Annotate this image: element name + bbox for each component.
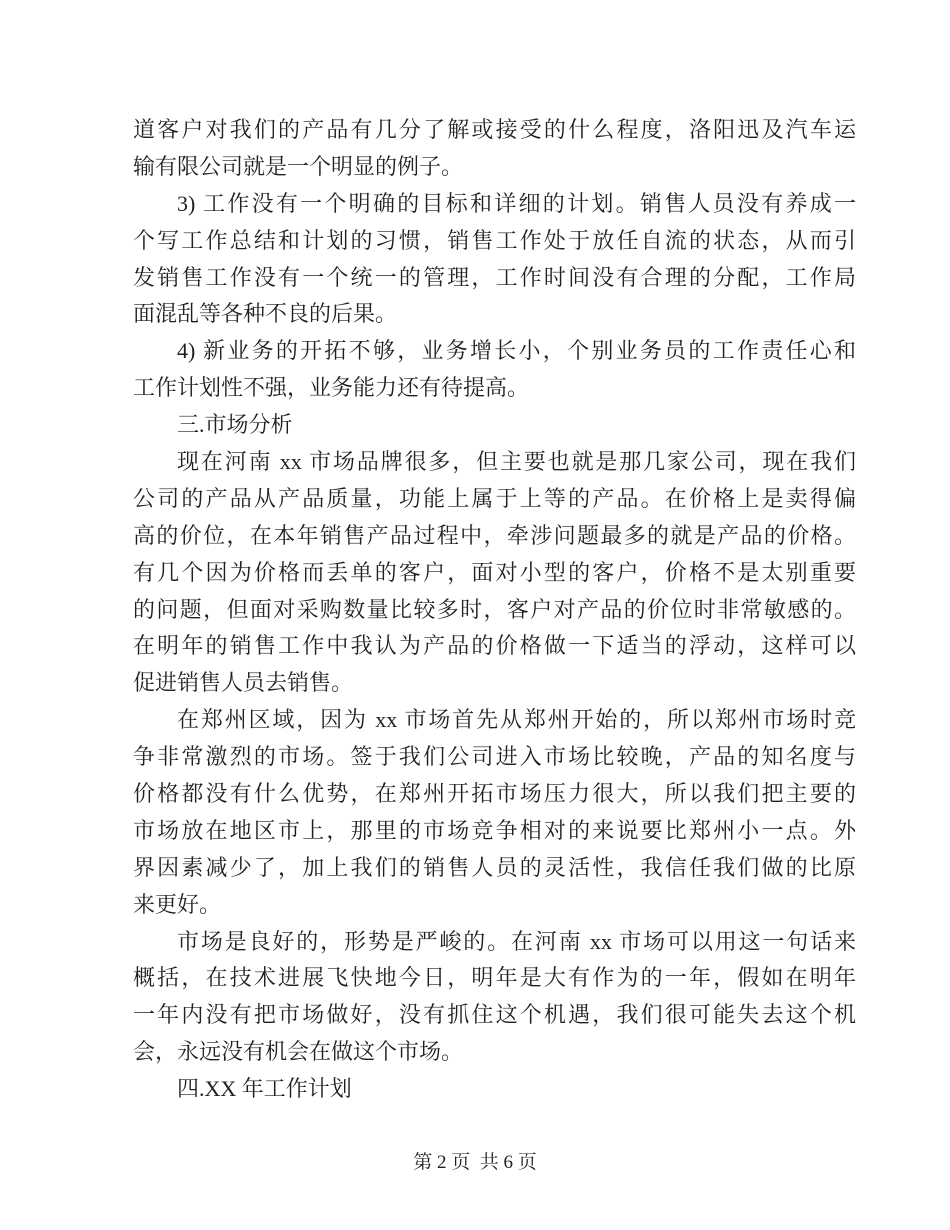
text-line: 在郑州区域，因为 xx 市场首先从郑州开始的，所以郑州市场时竞 bbox=[177, 707, 856, 733]
text-line: 市场是良好的，形势是严峻的。在河南 xx 市场可以用这一句话来 bbox=[177, 928, 856, 954]
text-line: 会，永远没有机会在做这个市场。 bbox=[133, 1039, 464, 1065]
text-line: 四.XX 年工作计划 bbox=[177, 1076, 352, 1102]
text-line: 价格都没有什么优势，在郑州开拓市场压力很大，所以我们把主要的 bbox=[133, 781, 856, 807]
text-line: 输有限公司就是一个明显的例子。 bbox=[133, 153, 464, 179]
text-line: 面混乱等各种不良的后果。 bbox=[133, 301, 398, 327]
document-body bbox=[133, 112, 856, 1108]
text-line: 3) 工作没有一个明确的目标和详细的计划。销售人员没有养成一 bbox=[177, 190, 856, 216]
text-line: 在明年的销售工作中我认为产品的价格做一下适当的浮动，这样可以 bbox=[133, 633, 856, 659]
page-footer: 第 2 页 共 6 页 bbox=[413, 1152, 537, 1173]
text-line: 个写工作总结和计划的习惯，销售工作处于放任自流的状态，从而引 bbox=[133, 227, 856, 253]
text-line: 现在河南 xx 市场品牌很多，但主要也就是那几家公司，现在我们 bbox=[177, 449, 856, 475]
text-line: 来更好。 bbox=[133, 891, 222, 917]
text-line: 高的价位，在本年销售产品过程中，牵涉问题最多的就是产品的价格。 bbox=[133, 522, 856, 548]
text-line: 公司的产品从产品质量，功能上属于上等的产品。在价格上是卖得偏 bbox=[133, 485, 856, 511]
text-line: 4) 新业务的开拓不够，业务增长小，个别业务员的工作责任心和 bbox=[177, 338, 856, 364]
text-line: 界因素减少了，加上我们的销售人员的灵活性，我信任我们做的比原 bbox=[133, 854, 856, 880]
text-line: 有几个因为价格而丢单的客户，面对小型的客户，价格不是太别重要 bbox=[133, 559, 856, 585]
text-line: 市场放在地区市上，那里的市场竞争相对的来说要比郑州小一点。外 bbox=[133, 817, 856, 843]
text-line: 三.市场分析 bbox=[177, 412, 293, 438]
text-line: 概括，在技术进展飞快地今日，明年是大有作为的一年，假如在明年 bbox=[133, 965, 856, 991]
text-line: 促进销售人员去销售。 bbox=[133, 670, 354, 696]
text-line: 一年内没有把市场做好，没有抓住这个机遇，我们很可能失去这个机 bbox=[133, 1002, 856, 1028]
text-line: 道客户对我们的产品有几分了解或接受的什么程度，洛阳迅及汽车运 bbox=[133, 117, 856, 142]
text-line: 的问题，但面对采购数量比较多时，客户对产品的价位时非常敏感的。 bbox=[133, 596, 856, 622]
text-line: 发销售工作没有一个统一的管理，工作时间没有合理的分配，工作局 bbox=[133, 264, 856, 290]
text-line: 工作计划性不强，业务能力还有待提高。 bbox=[133, 375, 530, 401]
text-line: 争非常激烈的市场。签于我们公司进入市场比较晚，产品的知名度与 bbox=[133, 744, 856, 770]
